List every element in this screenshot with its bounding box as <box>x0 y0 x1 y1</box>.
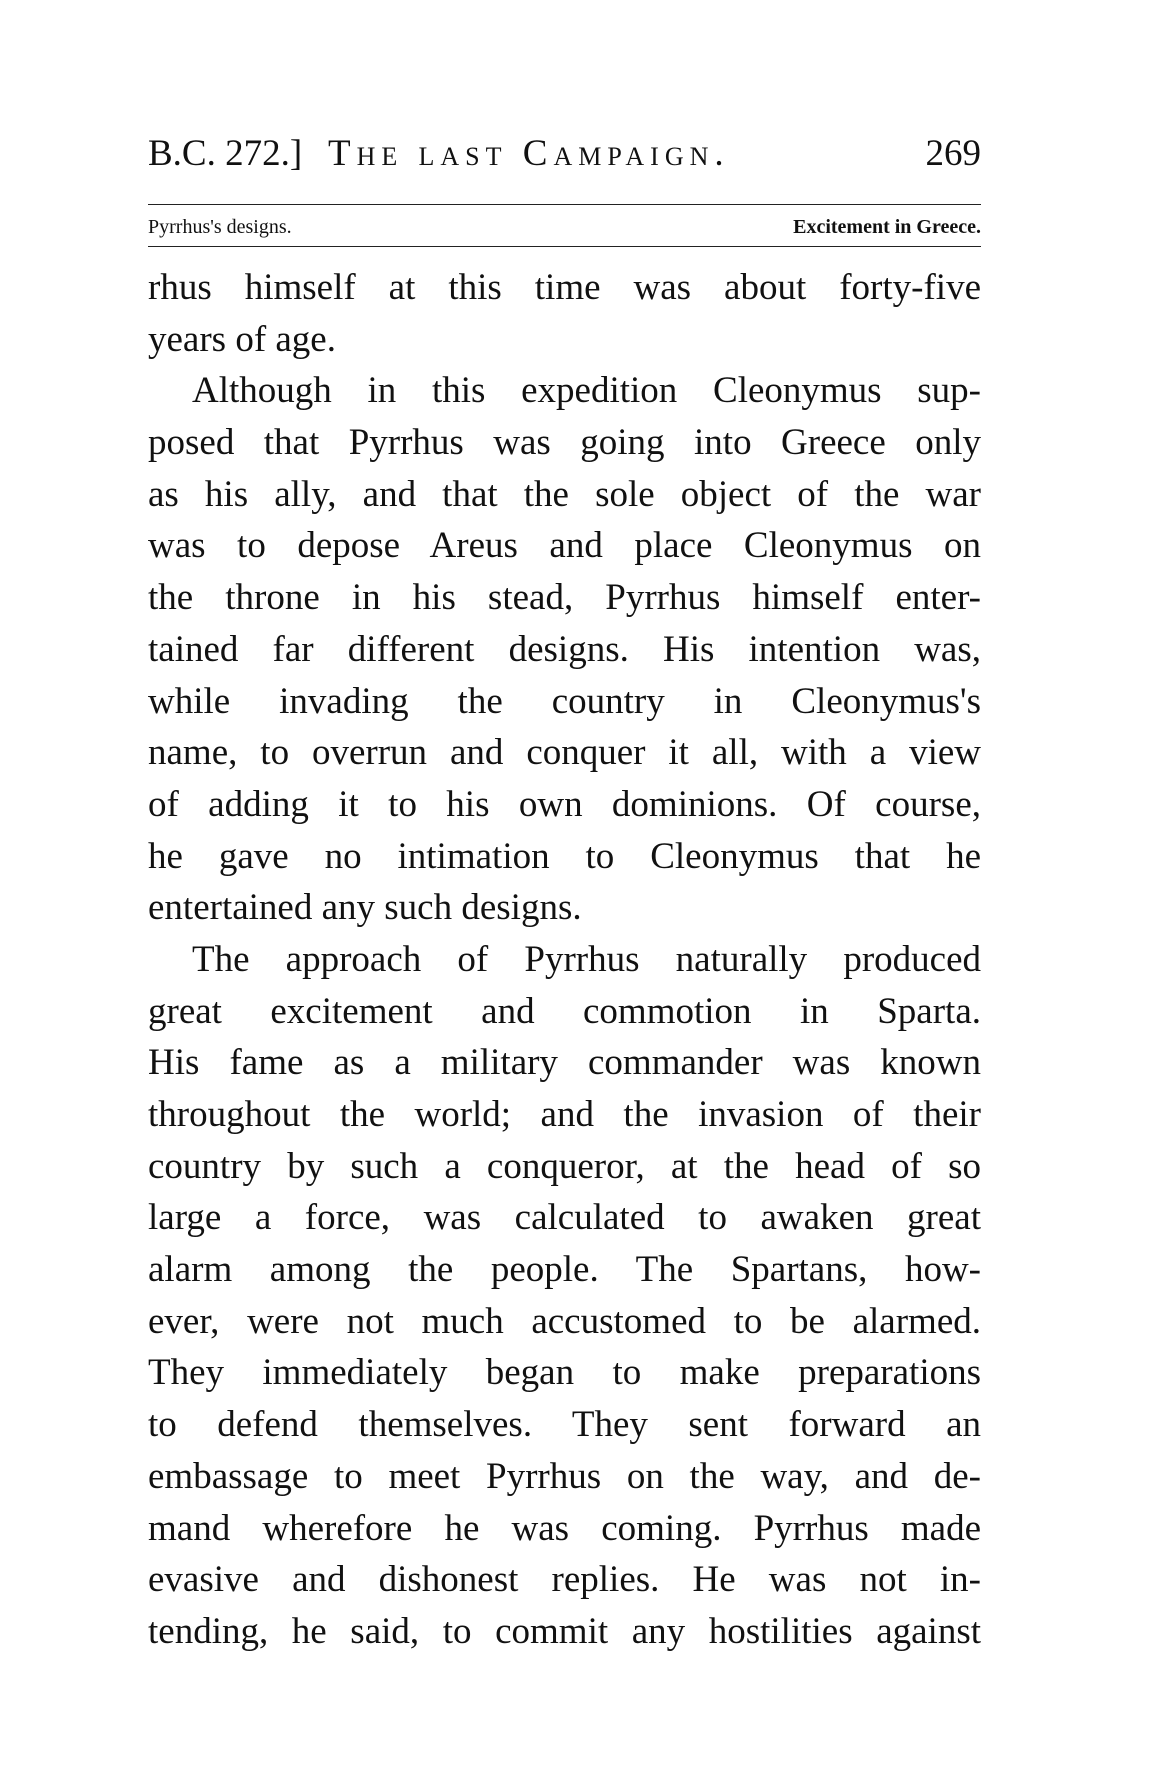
text-line: ever, were not much accustomed to be alarmed. <box>148 1300 981 1342</box>
text-line: large a force, was calculated to awaken great <box>148 1197 981 1239</box>
text-line: evasive and dishonest replies. He was not in- <box>148 1559 981 1601</box>
chapter-title: The last Campaign. <box>328 133 730 174</box>
text-line: great excitement and commotion in Sparta. <box>148 990 981 1032</box>
text-line: as his ally, and that the sole object of the war <box>148 473 981 515</box>
text-line: They immediately began to make preparations <box>148 1352 981 1394</box>
text-line: rhus himself at this time was about forty-five <box>148 267 981 308</box>
page-number: 269 <box>925 133 981 174</box>
text-line: tained far different designs. His intention was, <box>148 628 981 670</box>
text-line: years of age. <box>148 318 336 360</box>
text-line: throughout the world; and the invasion of their <box>148 1094 981 1135</box>
text-line: was to depose Areus and place Cleonymus on <box>148 525 981 567</box>
sidenotes <box>148 214 981 240</box>
text-line: country by such a conqueror, at the head of so <box>148 1145 981 1187</box>
sidenote-right: Excitement in Greece. <box>793 216 981 238</box>
book-page <box>148 0 981 1790</box>
text-line: mand wherefore he was coming. Pyrrhus made <box>148 1507 981 1549</box>
text-line: embassage to meet Pyrrhus on the way, and de- <box>148 1455 981 1497</box>
text-line: while invading the country in Cleonymus's <box>148 680 981 722</box>
text-line: alarm among the people. The Spartans, how- <box>148 1249 981 1291</box>
sidenote-left: Pyrrhus's designs. <box>148 216 292 238</box>
text-line: His fame as a military commander was known <box>148 1042 981 1084</box>
text-line: of adding it to his own dominions. Of course, <box>148 783 981 825</box>
running-head <box>148 128 981 180</box>
text-line: Although in this expedition Cleonymus sup- <box>192 370 981 412</box>
text-line: the throne in his stead, Pyrrhus himself enter- <box>148 577 981 619</box>
text-line: name, to overrun and conquer it all, with a view <box>148 732 981 774</box>
text-line: he gave no intimation to Cleonymus that he <box>148 835 981 877</box>
text-line: tending, he said, to commit any hostilities against <box>148 1610 981 1652</box>
text-line: The approach of Pyrrhus naturally produced <box>192 938 981 980</box>
sidenote-rule <box>148 246 981 247</box>
text-line: to defend themselves. They sent forward an <box>148 1404 981 1446</box>
body-text <box>148 262 981 1658</box>
header-rule <box>148 204 981 205</box>
header-era: B.C. 272.] <box>148 133 303 174</box>
text-line: entertained any such designs. <box>148 887 582 929</box>
text-line: posed that Pyrrhus was going into Greece only <box>148 422 981 464</box>
